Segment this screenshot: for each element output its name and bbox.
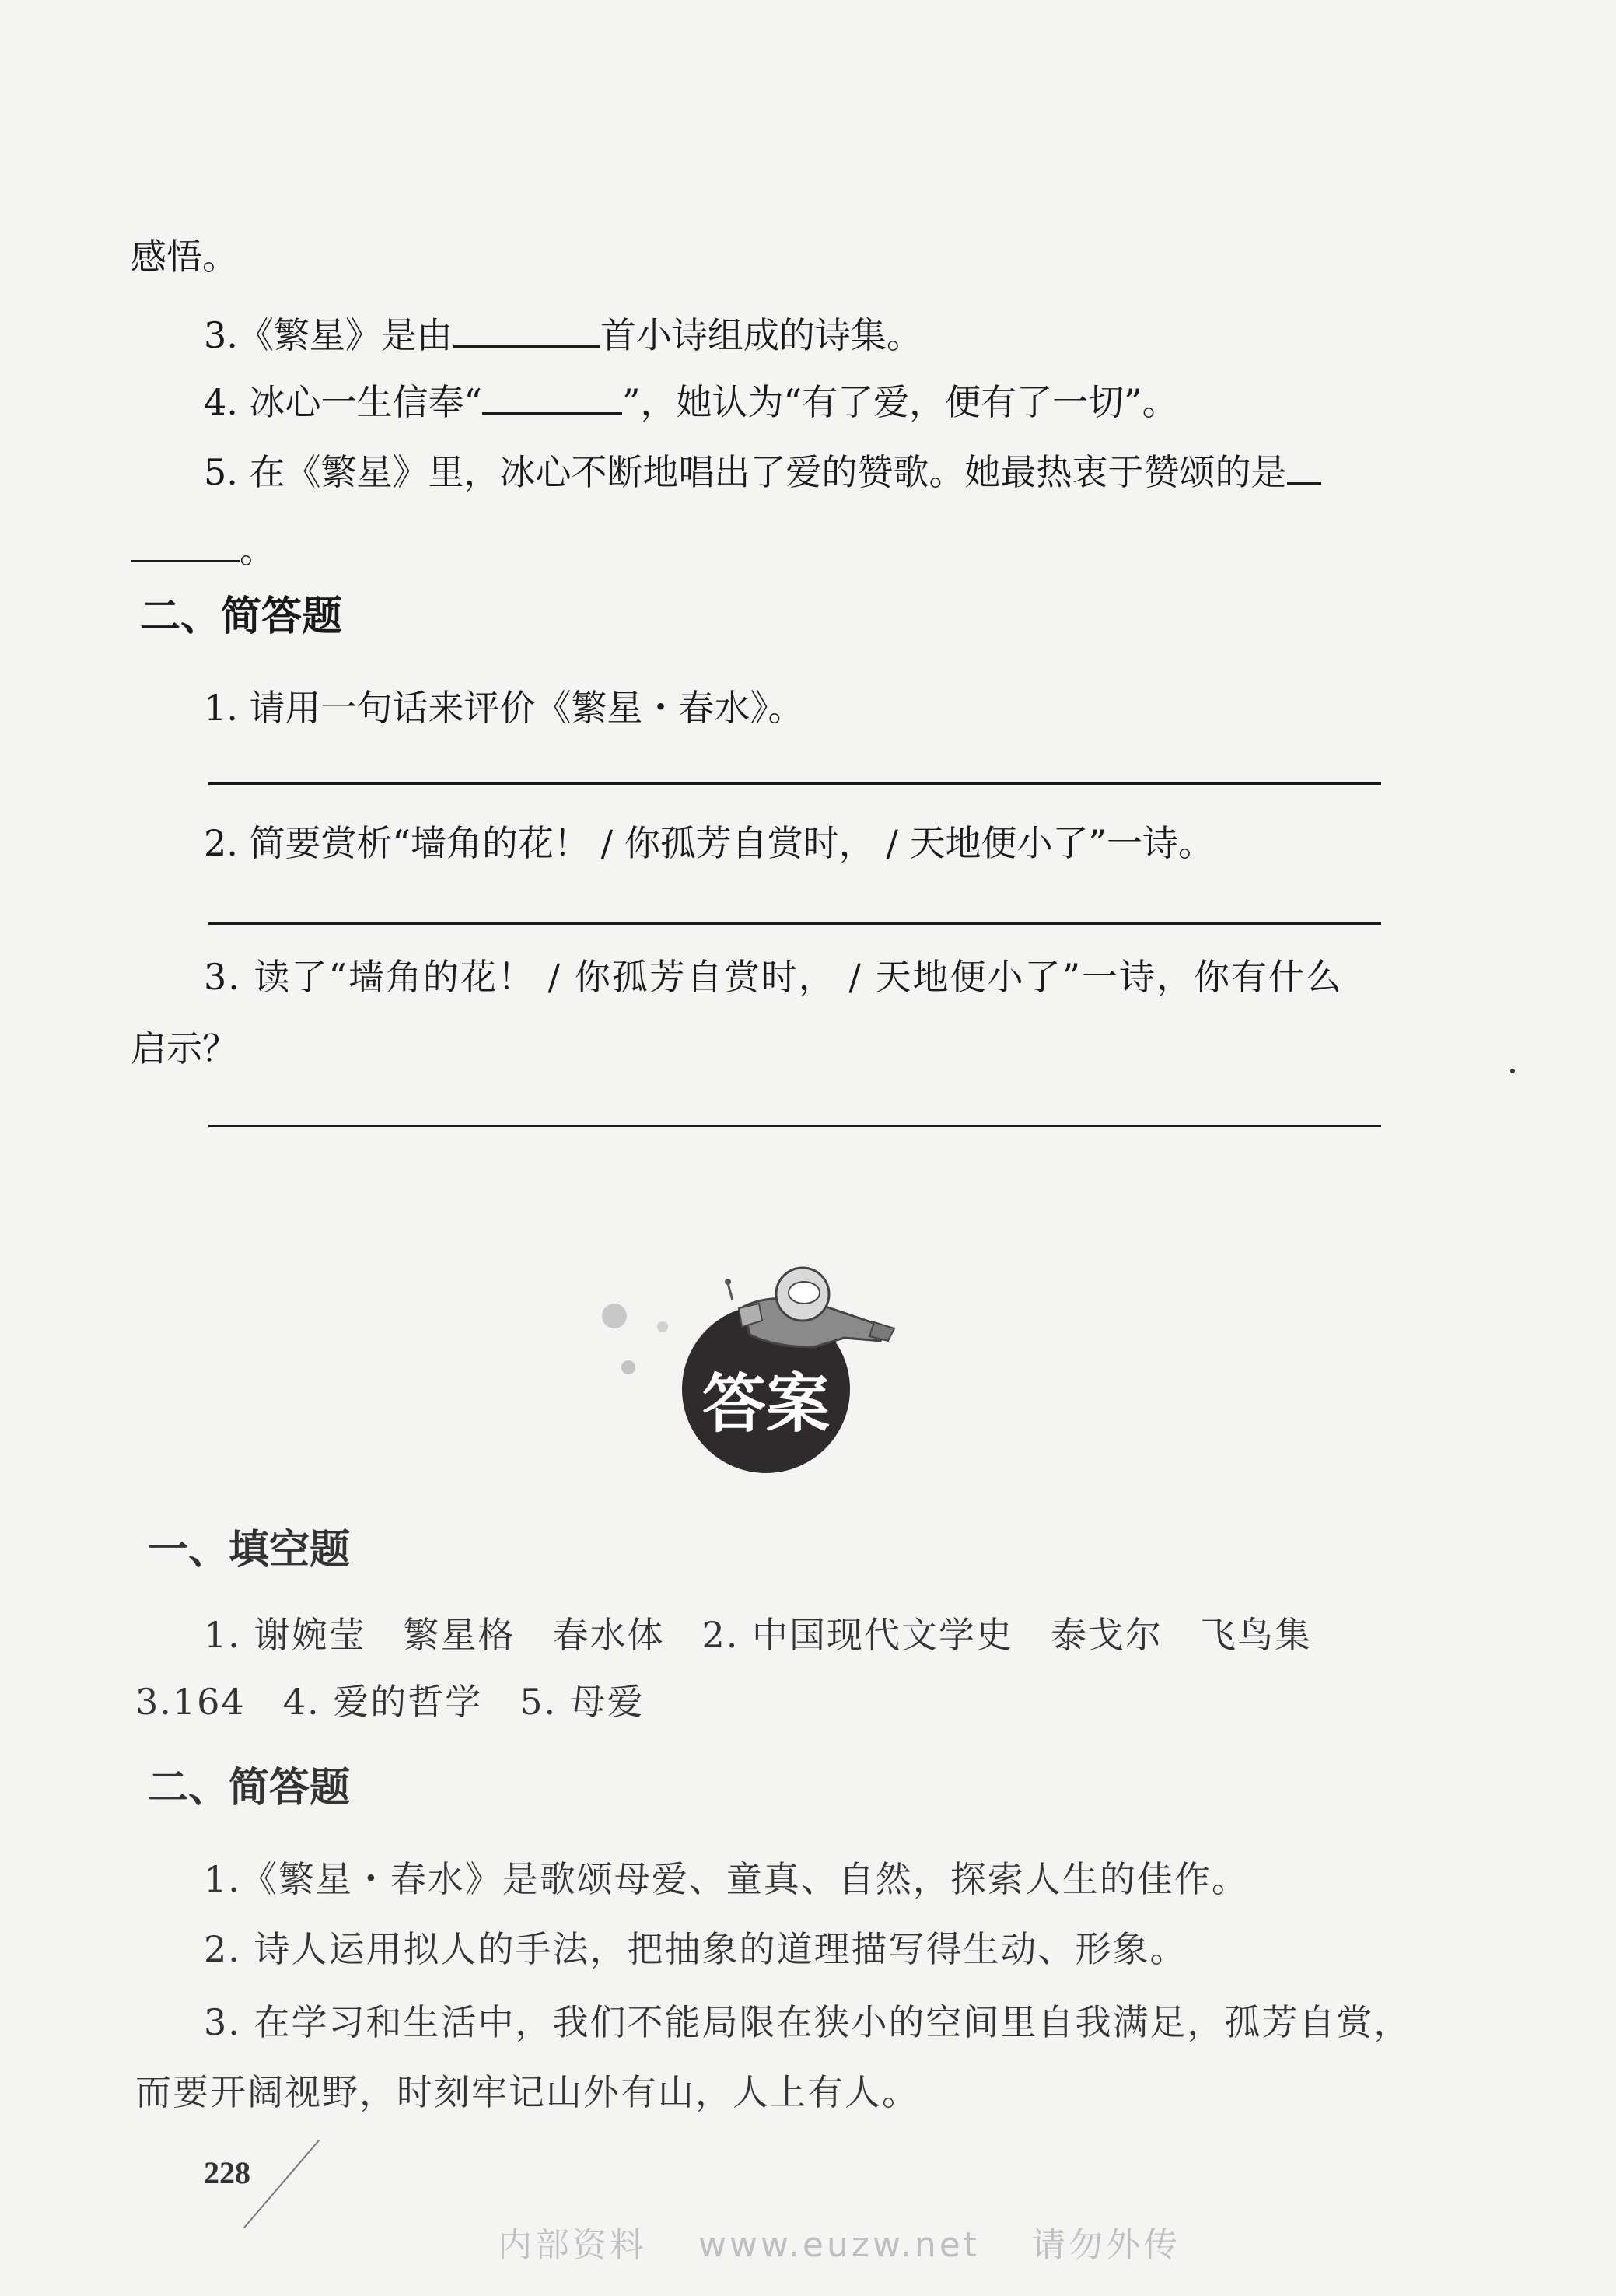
question-4-prefix: 4. 冰心一生信奉“ — [204, 381, 483, 423]
question-5-text: 5. 在《繁星》里，冰心不断地唱出了爱的赞歌。她最热衷于赞颂的是 — [204, 451, 1287, 493]
question-3-suffix: 首小诗组成的诗集。 — [600, 314, 922, 356]
question-5-cont — [131, 526, 275, 573]
answer-1: 1.《繁星・春水》是歌颂母爱、童真、自然，探索人生的佳作。 — [204, 1858, 1249, 1900]
answer-line[interactable] — [208, 782, 1381, 785]
question-4-suffix: ”，她认为“有了爱，便有了一切”。 — [622, 381, 1178, 423]
answer-3-cont: 而要开阔视野，时刻牢记山外有山，人上有人。 — [135, 2071, 919, 2113]
answer-blank[interactable] — [482, 378, 622, 415]
question-3-prefix: 3.《繁星》是由 — [204, 314, 453, 356]
answer-badge-label: 答案 — [701, 1367, 830, 1441]
short-question-1: 1. 请用一句话来评价《繁星・春水》。 — [204, 687, 804, 729]
answers-fill-line-2: 3.164 4. 爱的哲学 5. 母爱 — [135, 1681, 645, 1723]
page-slash-decoration — [241, 2137, 334, 2231]
answers-fill-line-1: 1. 谢婉莹 繁星格 春水体 2. 中国现代文学史 泰戈尔 飞鸟集 — [204, 1614, 1313, 1656]
watermark: 内部资料 www.euzw.net 请勿外传 — [498, 2225, 1181, 2265]
answer-3: 3. 在学习和生活中，我们不能局限在狭小的空间里自我满足，孤芳自赏， — [204, 2001, 1411, 2043]
short-question-2: 2. 简要赏析“墙角的花！ / 你孤芳自赏时， / 天地便小了”一诗。 — [204, 822, 1215, 864]
question-4 — [204, 378, 1178, 425]
answer-2: 2. 诗人运用拟人的手法，把抽象的道理描写得生动、形象。 — [204, 1928, 1188, 1970]
question-5 — [204, 448, 1321, 495]
answer-line[interactable] — [208, 922, 1381, 925]
section-title-short-answer: 二、简答题 — [140, 593, 343, 640]
question-5-suffix: 。 — [240, 529, 275, 571]
short-question-3-cont: 启示？ — [131, 1027, 238, 1069]
question-3 — [204, 311, 922, 359]
answer-badge — [591, 1252, 1027, 1579]
short-question-3: 3. 读了“墙角的花！ / 你孤芳自赏时， / 天地便小了”一诗，你有什么 — [204, 956, 1344, 998]
answers-section-fill-title: 一、填空题 — [148, 1527, 351, 1573]
answer-line[interactable] — [208, 1125, 1381, 1127]
answers-section-short-title: 二、简答题 — [148, 1765, 351, 1811]
answer-blank[interactable] — [131, 526, 240, 562]
carry-over-text: 感悟。 — [131, 236, 238, 278]
stray-dot — [1510, 1069, 1515, 1073]
answer-blank[interactable] — [453, 311, 600, 348]
page-number: 228 — [204, 2155, 250, 2190]
answer-blank[interactable] — [1287, 448, 1321, 485]
